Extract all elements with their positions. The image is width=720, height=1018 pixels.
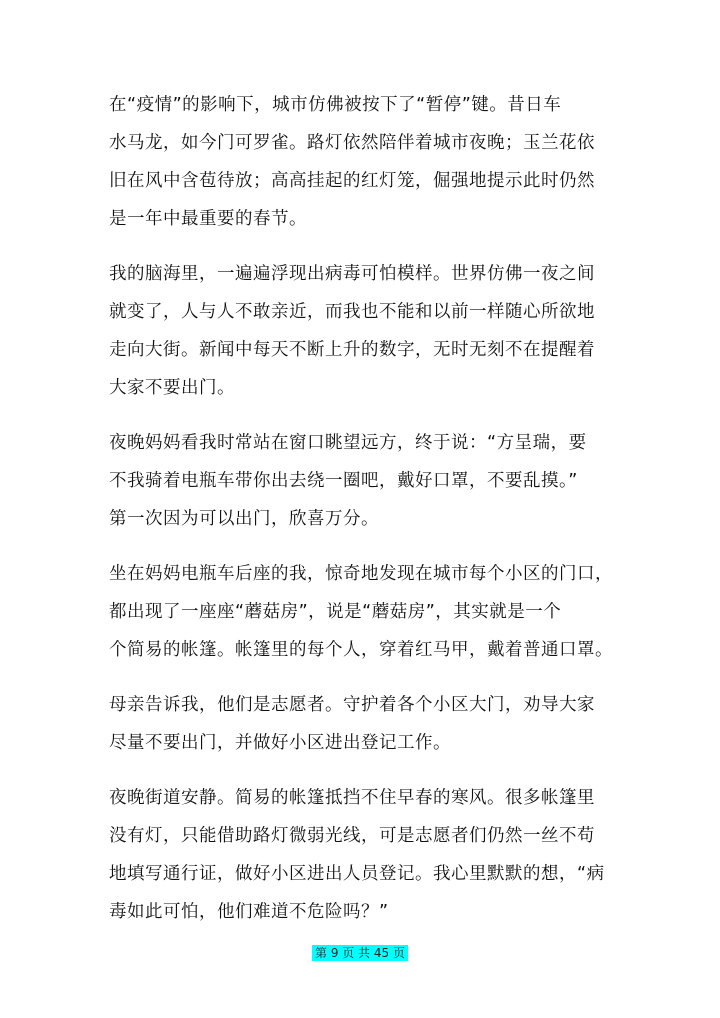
text-line: 夜晚妈妈看我时常站在窗口眺望远方，终于说：“方呈瑞，要 bbox=[109, 433, 587, 453]
page-number-label: 第 9 页 共 45 页 bbox=[312, 945, 408, 961]
text-line: 水马龙，如今门可罗雀。路灯依然陪伴着城市夜晚；玉兰花依 bbox=[109, 133, 595, 153]
text-line: 夜晚街道安静。简易的帐篷抵挡不住早春的寒风。很多帐篷里 bbox=[109, 788, 595, 808]
paragraph-4 bbox=[109, 555, 615, 669]
text-line: 毒如此可怕，他们难道不危险吗？” bbox=[109, 902, 389, 922]
text-line: 尽量不要出门，并做好小区进出登记工作。 bbox=[109, 733, 451, 753]
text-line: 都出现了一座座“蘑菇房”，说是“蘑菇房”，其实就是一个 bbox=[109, 602, 562, 622]
text-line: 坐在妈妈电瓶车后座的我，惊奇地发现在城市每个小区的门口， bbox=[109, 564, 613, 584]
paragraph-2 bbox=[109, 255, 615, 407]
document-body bbox=[109, 86, 615, 948]
text-line: 第一次因为可以出门，欣喜万分。 bbox=[109, 509, 379, 529]
paragraph-6 bbox=[109, 779, 615, 931]
page-footer bbox=[0, 942, 720, 961]
paragraph-5 bbox=[109, 686, 615, 762]
text-line: 走向大街。新闻中每天不断上升的数字，无时无刻不在提醒着 bbox=[109, 340, 595, 360]
text-line: 地填写通行证，做好小区进出人员登记。我心里默默的想，“病 bbox=[109, 864, 605, 884]
text-line: 在“疫情”的影响下，城市仿佛被按下了“暂停”键。昔日车 bbox=[109, 95, 562, 115]
text-line: 没有灯，只能借助路灯微弱光线，可是志愿者们仍然一丝不苟 bbox=[109, 826, 595, 846]
paragraph-1 bbox=[109, 86, 615, 238]
text-line: 大家不要出门。 bbox=[109, 378, 235, 398]
text-line: 我的脑海里，一遍遍浮现出病毒可怕模样。世界仿佛一夜之间 bbox=[109, 264, 595, 284]
text-line: 个简易的帐篷。帐篷里的每个人，穿着红马甲，戴着普通口罩。 bbox=[109, 640, 613, 660]
text-line: 是一年中最重要的春节。 bbox=[109, 209, 307, 229]
text-line: 旧在风中含苞待放；高高挂起的红灯笼，倔强地提示此时仍然 bbox=[109, 171, 595, 191]
text-line: 母亲告诉我，他们是志愿者。守护着各个小区大门，劝导大家 bbox=[109, 695, 595, 715]
text-line: 就变了，人与人不敢亲近，而我也不能和以前一样随心所欲地 bbox=[109, 302, 595, 322]
paragraph-3 bbox=[109, 424, 615, 538]
text-line: 不我骑着电瓶车带你出去绕一圈吧，戴好口罩，不要乱摸。” bbox=[109, 471, 578, 491]
